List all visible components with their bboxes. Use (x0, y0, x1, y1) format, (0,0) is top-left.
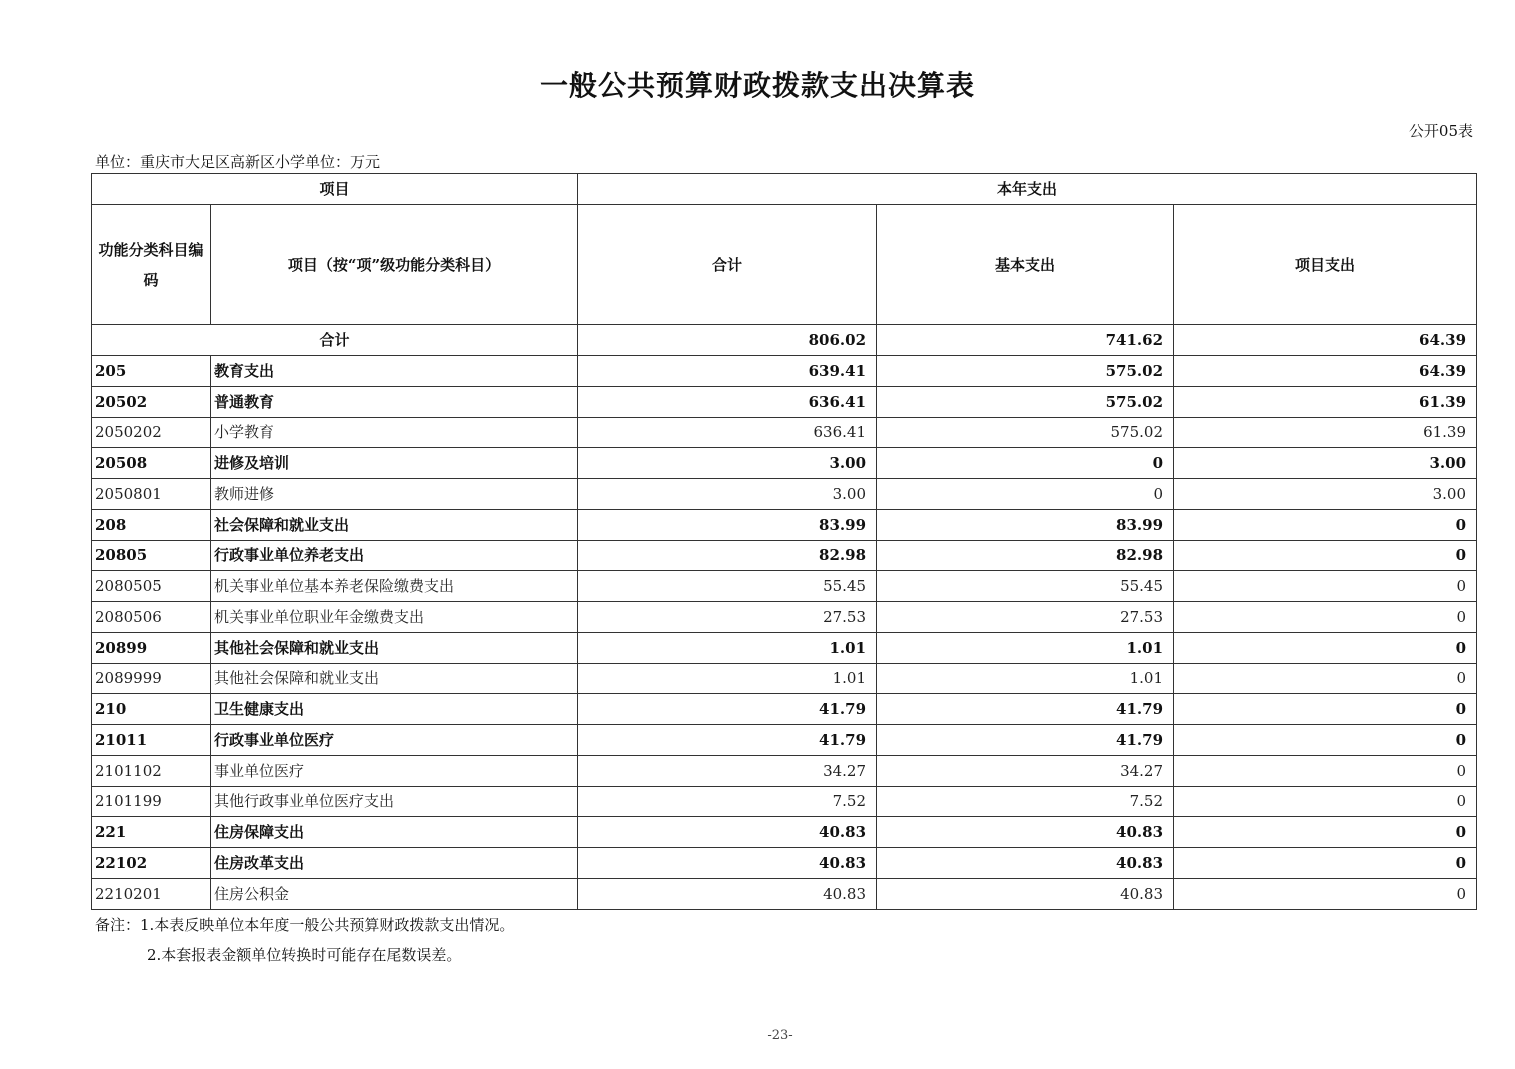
row-code: 22102 (92, 848, 211, 879)
table-row (92, 571, 1477, 602)
row-basic: 1.01 (877, 663, 1174, 694)
row-name: 其他行政事业单位医疗支出 (211, 786, 578, 817)
table-row (92, 602, 1477, 633)
table-row (92, 755, 1477, 786)
row-basic: 575.02 (877, 386, 1174, 417)
row-project: 0 (1174, 878, 1477, 909)
row-name: 教师进修 (211, 479, 578, 510)
row-basic: 82.98 (877, 540, 1174, 571)
table-row (92, 878, 1477, 909)
row-total: 3.00 (578, 479, 877, 510)
row-total: 83.99 (578, 509, 877, 540)
unit-line: 单位：重庆市大足区高新区小学单位：万元 (95, 153, 381, 171)
row-project: 61.39 (1174, 417, 1477, 448)
table-row (92, 356, 1477, 387)
header-code: 功能分类科目编码 (92, 205, 211, 325)
table-row (92, 386, 1477, 417)
row-name: 机关事业单位基本养老保险缴费支出 (211, 571, 578, 602)
row-total: 55.45 (578, 571, 877, 602)
row-code: 20899 (92, 632, 211, 663)
row-project: 0 (1174, 509, 1477, 540)
page-title: 一般公共预算财政拨款支出决算表 (539, 69, 975, 102)
row-project: 0 (1174, 817, 1477, 848)
form-number: 公开05表 (1408, 122, 1473, 140)
row-name: 进修及培训 (211, 448, 578, 479)
row-code: 208 (92, 509, 211, 540)
header-project: 项目 (92, 174, 578, 205)
row-total: 1.01 (578, 663, 877, 694)
row-name: 其他社会保障和就业支出 (211, 663, 578, 694)
row-name: 住房改革支出 (211, 848, 578, 879)
row-basic: 40.83 (877, 878, 1174, 909)
total-amount: 806.02 (578, 325, 877, 356)
row-name: 住房公积金 (211, 878, 578, 909)
row-total: 639.41 (578, 356, 877, 387)
header-name: 项目（按“项”级功能分类科目） (211, 205, 578, 325)
row-name: 住房保障支出 (211, 817, 578, 848)
row-total: 27.53 (578, 602, 877, 633)
row-project: 3.00 (1174, 448, 1477, 479)
row-code: 2210201 (92, 878, 211, 909)
row-project: 61.39 (1174, 386, 1477, 417)
row-name: 事业单位医疗 (211, 755, 578, 786)
table-row (92, 632, 1477, 663)
row-code: 20502 (92, 386, 211, 417)
row-project: 0 (1174, 725, 1477, 756)
row-basic: 40.83 (877, 848, 1174, 879)
row-total: 1.01 (578, 632, 877, 663)
row-name: 其他社会保障和就业支出 (211, 632, 578, 663)
row-basic: 0 (877, 448, 1174, 479)
header-row-1 (92, 174, 1477, 205)
row-code: 20805 (92, 540, 211, 571)
row-code: 2050202 (92, 417, 211, 448)
header-this-year: 本年支出 (578, 174, 1477, 205)
note-1: 备注：1.本表反映单位本年度一般公共预算财政拨款支出情况。 (95, 916, 515, 934)
row-basic: 575.02 (877, 356, 1174, 387)
table-row (92, 509, 1477, 540)
total-row (92, 325, 1477, 356)
header-basic: 基本支出 (877, 205, 1174, 325)
table-row (92, 479, 1477, 510)
row-project: 0 (1174, 848, 1477, 879)
note-2: 2.本套报表金额单位转换时可能存在尾数误差。 (147, 946, 462, 964)
row-project: 0 (1174, 694, 1477, 725)
row-total: 82.98 (578, 540, 877, 571)
row-name: 普通教育 (211, 386, 578, 417)
row-total: 40.83 (578, 878, 877, 909)
budget-table (91, 173, 1477, 910)
row-code: 20508 (92, 448, 211, 479)
row-total: 636.41 (578, 417, 877, 448)
row-code: 2101199 (92, 786, 211, 817)
row-basic: 83.99 (877, 509, 1174, 540)
row-total: 41.79 (578, 694, 877, 725)
row-basic: 41.79 (877, 694, 1174, 725)
row-name: 行政事业单位养老支出 (211, 540, 578, 571)
row-project: 3.00 (1174, 479, 1477, 510)
row-name: 机关事业单位职业年金缴费支出 (211, 602, 578, 633)
row-project: 0 (1174, 540, 1477, 571)
total-label: 合计 (92, 325, 578, 356)
table-row (92, 725, 1477, 756)
row-name: 教育支出 (211, 356, 578, 387)
row-basic: 41.79 (877, 725, 1174, 756)
row-code: 2050801 (92, 479, 211, 510)
row-basic: 34.27 (877, 755, 1174, 786)
row-code: 205 (92, 356, 211, 387)
header-project-expense: 项目支出 (1174, 205, 1477, 325)
row-name: 小学教育 (211, 417, 578, 448)
row-total: 7.52 (578, 786, 877, 817)
row-code: 2101102 (92, 755, 211, 786)
row-code: 210 (92, 694, 211, 725)
row-total: 41.79 (578, 725, 877, 756)
table-row (92, 848, 1477, 879)
row-project: 0 (1174, 786, 1477, 817)
row-total: 636.41 (578, 386, 877, 417)
total-basic: 741.62 (877, 325, 1174, 356)
row-total: 40.83 (578, 848, 877, 879)
row-project: 0 (1174, 663, 1477, 694)
table-row (92, 694, 1477, 725)
row-name: 社会保障和就业支出 (211, 509, 578, 540)
table-row (92, 417, 1477, 448)
header-total: 合计 (578, 205, 877, 325)
row-basic: 40.83 (877, 817, 1174, 848)
row-basic: 55.45 (877, 571, 1174, 602)
row-project: 0 (1174, 602, 1477, 633)
row-code: 21011 (92, 725, 211, 756)
table-row (92, 540, 1477, 571)
row-name: 行政事业单位医疗 (211, 725, 578, 756)
row-project: 64.39 (1174, 356, 1477, 387)
table-row (92, 448, 1477, 479)
row-basic: 0 (877, 479, 1174, 510)
row-total: 34.27 (578, 755, 877, 786)
row-total: 40.83 (578, 817, 877, 848)
row-code: 221 (92, 817, 211, 848)
header-row-2 (92, 205, 1477, 325)
row-basic: 575.02 (877, 417, 1174, 448)
row-code: 2080506 (92, 602, 211, 633)
table-row (92, 786, 1477, 817)
row-project: 0 (1174, 571, 1477, 602)
row-project: 0 (1174, 755, 1477, 786)
total-project: 64.39 (1174, 325, 1477, 356)
row-total: 3.00 (578, 448, 877, 479)
row-name: 卫生健康支出 (211, 694, 578, 725)
row-code: 2089999 (92, 663, 211, 694)
page-number: -23- (767, 1028, 793, 1043)
row-code: 2080505 (92, 571, 211, 602)
table-row (92, 663, 1477, 694)
row-basic: 7.52 (877, 786, 1174, 817)
row-basic: 1.01 (877, 632, 1174, 663)
table-row (92, 817, 1477, 848)
row-project: 0 (1174, 632, 1477, 663)
row-basic: 27.53 (877, 602, 1174, 633)
